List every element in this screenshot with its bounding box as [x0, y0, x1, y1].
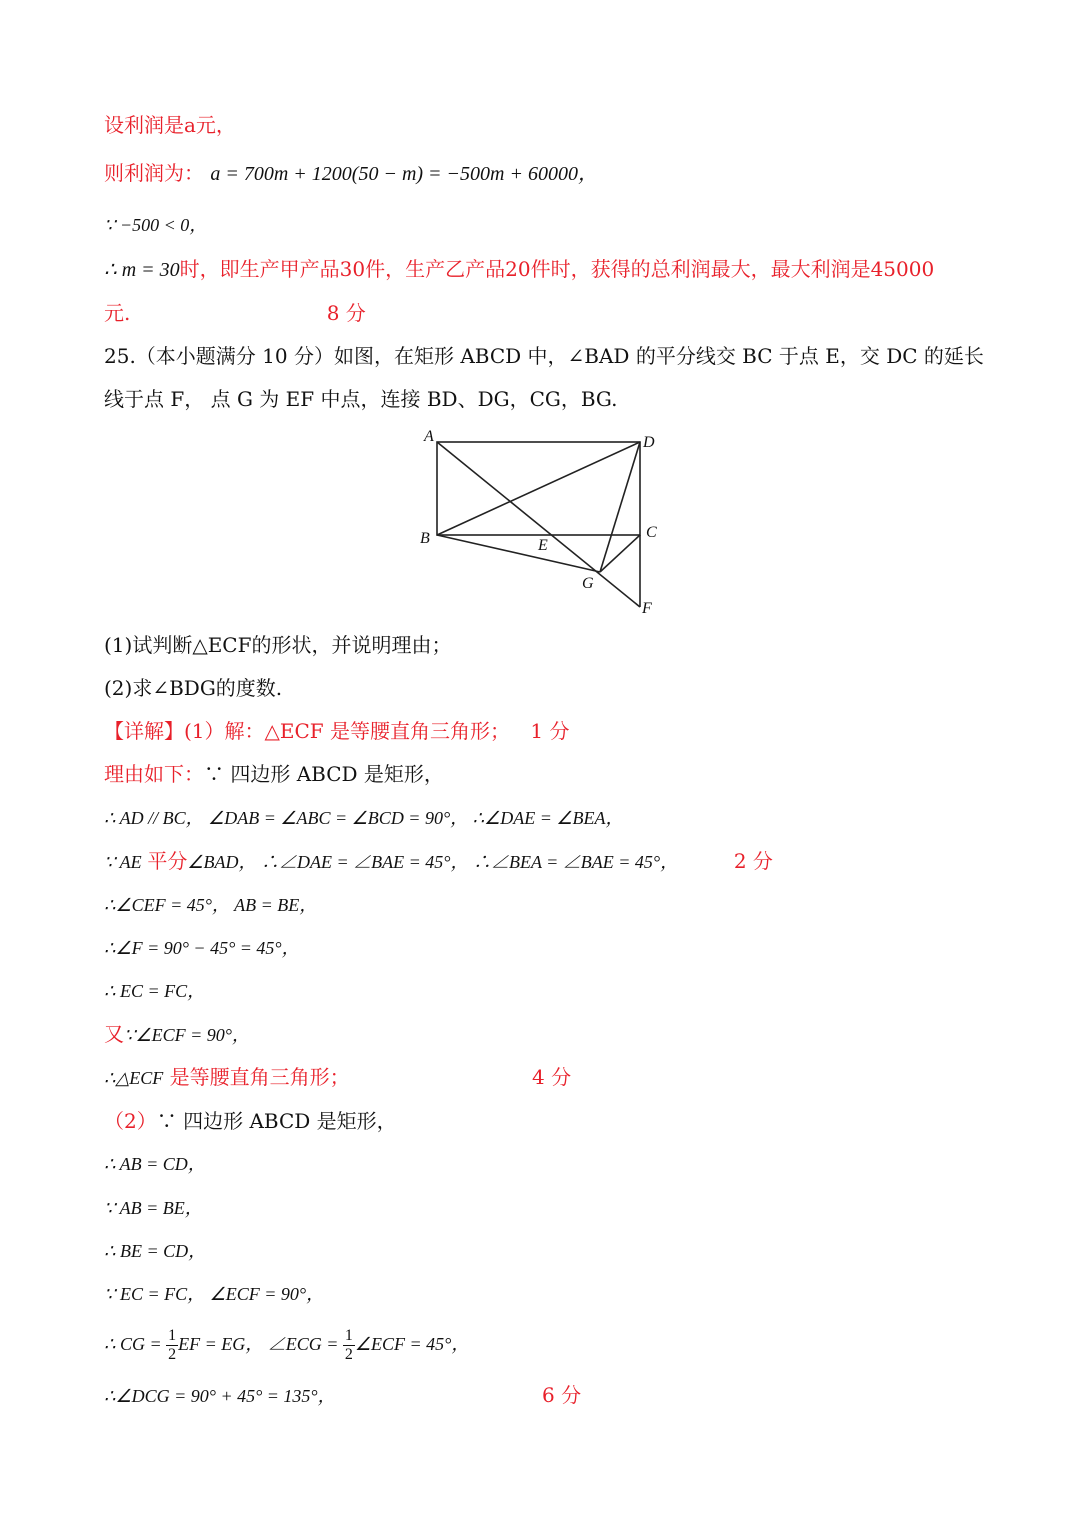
q25-line1: 25.（本小题满分 10 分）如图，在矩形 ABCD 中，∠BAD 的平分线交 BC 于点 E，交 DC 的延长 [104, 344, 984, 368]
question-1: (1)试判断△ECF的形状，并说明理由； [104, 633, 452, 657]
solution-1-text: 【详解】(1）解：△ECF 是等腰直角三角形； [104, 719, 511, 743]
part2-rect: ∵ 四边形 ABCD 是矩形， [156, 1109, 397, 1133]
yuan-text: 元. [104, 301, 131, 325]
question-2: (2)求∠BDG的度数. [104, 676, 283, 700]
step-parallel: ∴ AD // BC， ∠DAB = ∠ABC = ∠BCD = 90°， ∴∠DAE = ∠BEA， [104, 808, 624, 828]
label-G: G [582, 575, 594, 592]
ecf-symbol: ∴△ECF [104, 1068, 164, 1088]
geometry-figure [410, 425, 670, 620]
line-because-negative: ∵ −500 < 0， [104, 215, 208, 235]
score-2: 2 分 [733, 849, 773, 873]
part2-start [104, 1106, 397, 1136]
cg-eq: ∴ CG = [104, 1334, 162, 1354]
line-profit-def: 设利润是a元， [104, 113, 236, 137]
step-cg [104, 1322, 469, 1366]
step-ab-be: ∵ AB = BE， [104, 1198, 203, 1218]
step-isosceles [104, 1062, 571, 1093]
ef-eg: EF = EG， ∠ECG = [178, 1334, 339, 1354]
profit-equation: a = 700m + 1200(50 − m) = −500m + 60000， [210, 163, 598, 185]
step-ab-cd: ∴ AB = CD， [104, 1154, 206, 1174]
conclusion-text: 时，即生产甲产品30件，生产乙产品20件时，获得的总利润最大，最大利润是45000 [179, 257, 935, 281]
fraction-half-1 [166, 1327, 178, 1364]
fraction-den-2: 2 [344, 1346, 353, 1364]
label-D: D [643, 434, 655, 451]
m-value: ∴ m = 30 [104, 259, 180, 281]
line-profit-formula [104, 158, 598, 189]
line-yuan [104, 298, 366, 328]
score-4: 4 分 [532, 1065, 572, 1089]
profit-label: 则利润为： [104, 161, 204, 185]
reason-label: 理由如下： [104, 762, 204, 786]
ecf-90: ∵∠ECF = 90°， [124, 1025, 250, 1045]
label-F: F [642, 600, 652, 617]
bisect-word: 平分 [147, 849, 188, 873]
step-ec-fc-90: ∵ EC = FC， ∠ECF = 90°， [104, 1284, 325, 1304]
reason-rect: ∵ 四边形 ABCD 是矩形， [204, 762, 444, 786]
reason-line [104, 759, 444, 789]
dcg-eq: ∴∠DCG = 90° + 45° = 135°， [104, 1386, 336, 1406]
isosceles-text: 是等腰直角三角形； [169, 1065, 350, 1089]
step-f-angle: ∴∠F = 90° − 45° = 45°， [104, 938, 300, 958]
ecf-45: ∠ECF = 45°， [354, 1334, 470, 1354]
label-A: A [424, 428, 434, 445]
step-ecf-90 [104, 1019, 250, 1050]
step-bisect [104, 846, 773, 878]
step-cef: ∴∠CEF = 45°， AB = BE， [104, 895, 318, 915]
step-dcg [104, 1380, 581, 1411]
also-word: 又 [104, 1022, 124, 1046]
label-B: B [420, 530, 430, 547]
bisect-rest: ∠BAD， ∴∠DAE = ∠BAE = 45°， ∴∠BEA = ∠BAE = 45°， [187, 852, 679, 872]
fraction-num-2: 1 [344, 1327, 353, 1345]
part2-label: （2） [104, 1109, 157, 1133]
label-E: E [538, 537, 548, 554]
solution-1 [104, 716, 570, 746]
fraction-den: 2 [168, 1346, 177, 1364]
score-6: 6 分 [542, 1383, 582, 1407]
fraction-num: 1 [168, 1327, 177, 1345]
fraction-half-2 [343, 1327, 355, 1364]
step-ec-fc: ∴ EC = FC， [104, 981, 206, 1001]
step-be-cd: ∴ BE = CD， [104, 1241, 207, 1261]
ae-text: ∵ AE [104, 852, 142, 872]
score-1: 1 分 [530, 719, 570, 743]
score-8: 8 分 [326, 301, 366, 325]
q25-line2: 线于点 F， 点 G 为 EF 中点，连接 BD、DG，CG，BG. [104, 387, 618, 411]
label-C: C [646, 524, 657, 541]
line-conclusion [104, 254, 934, 285]
